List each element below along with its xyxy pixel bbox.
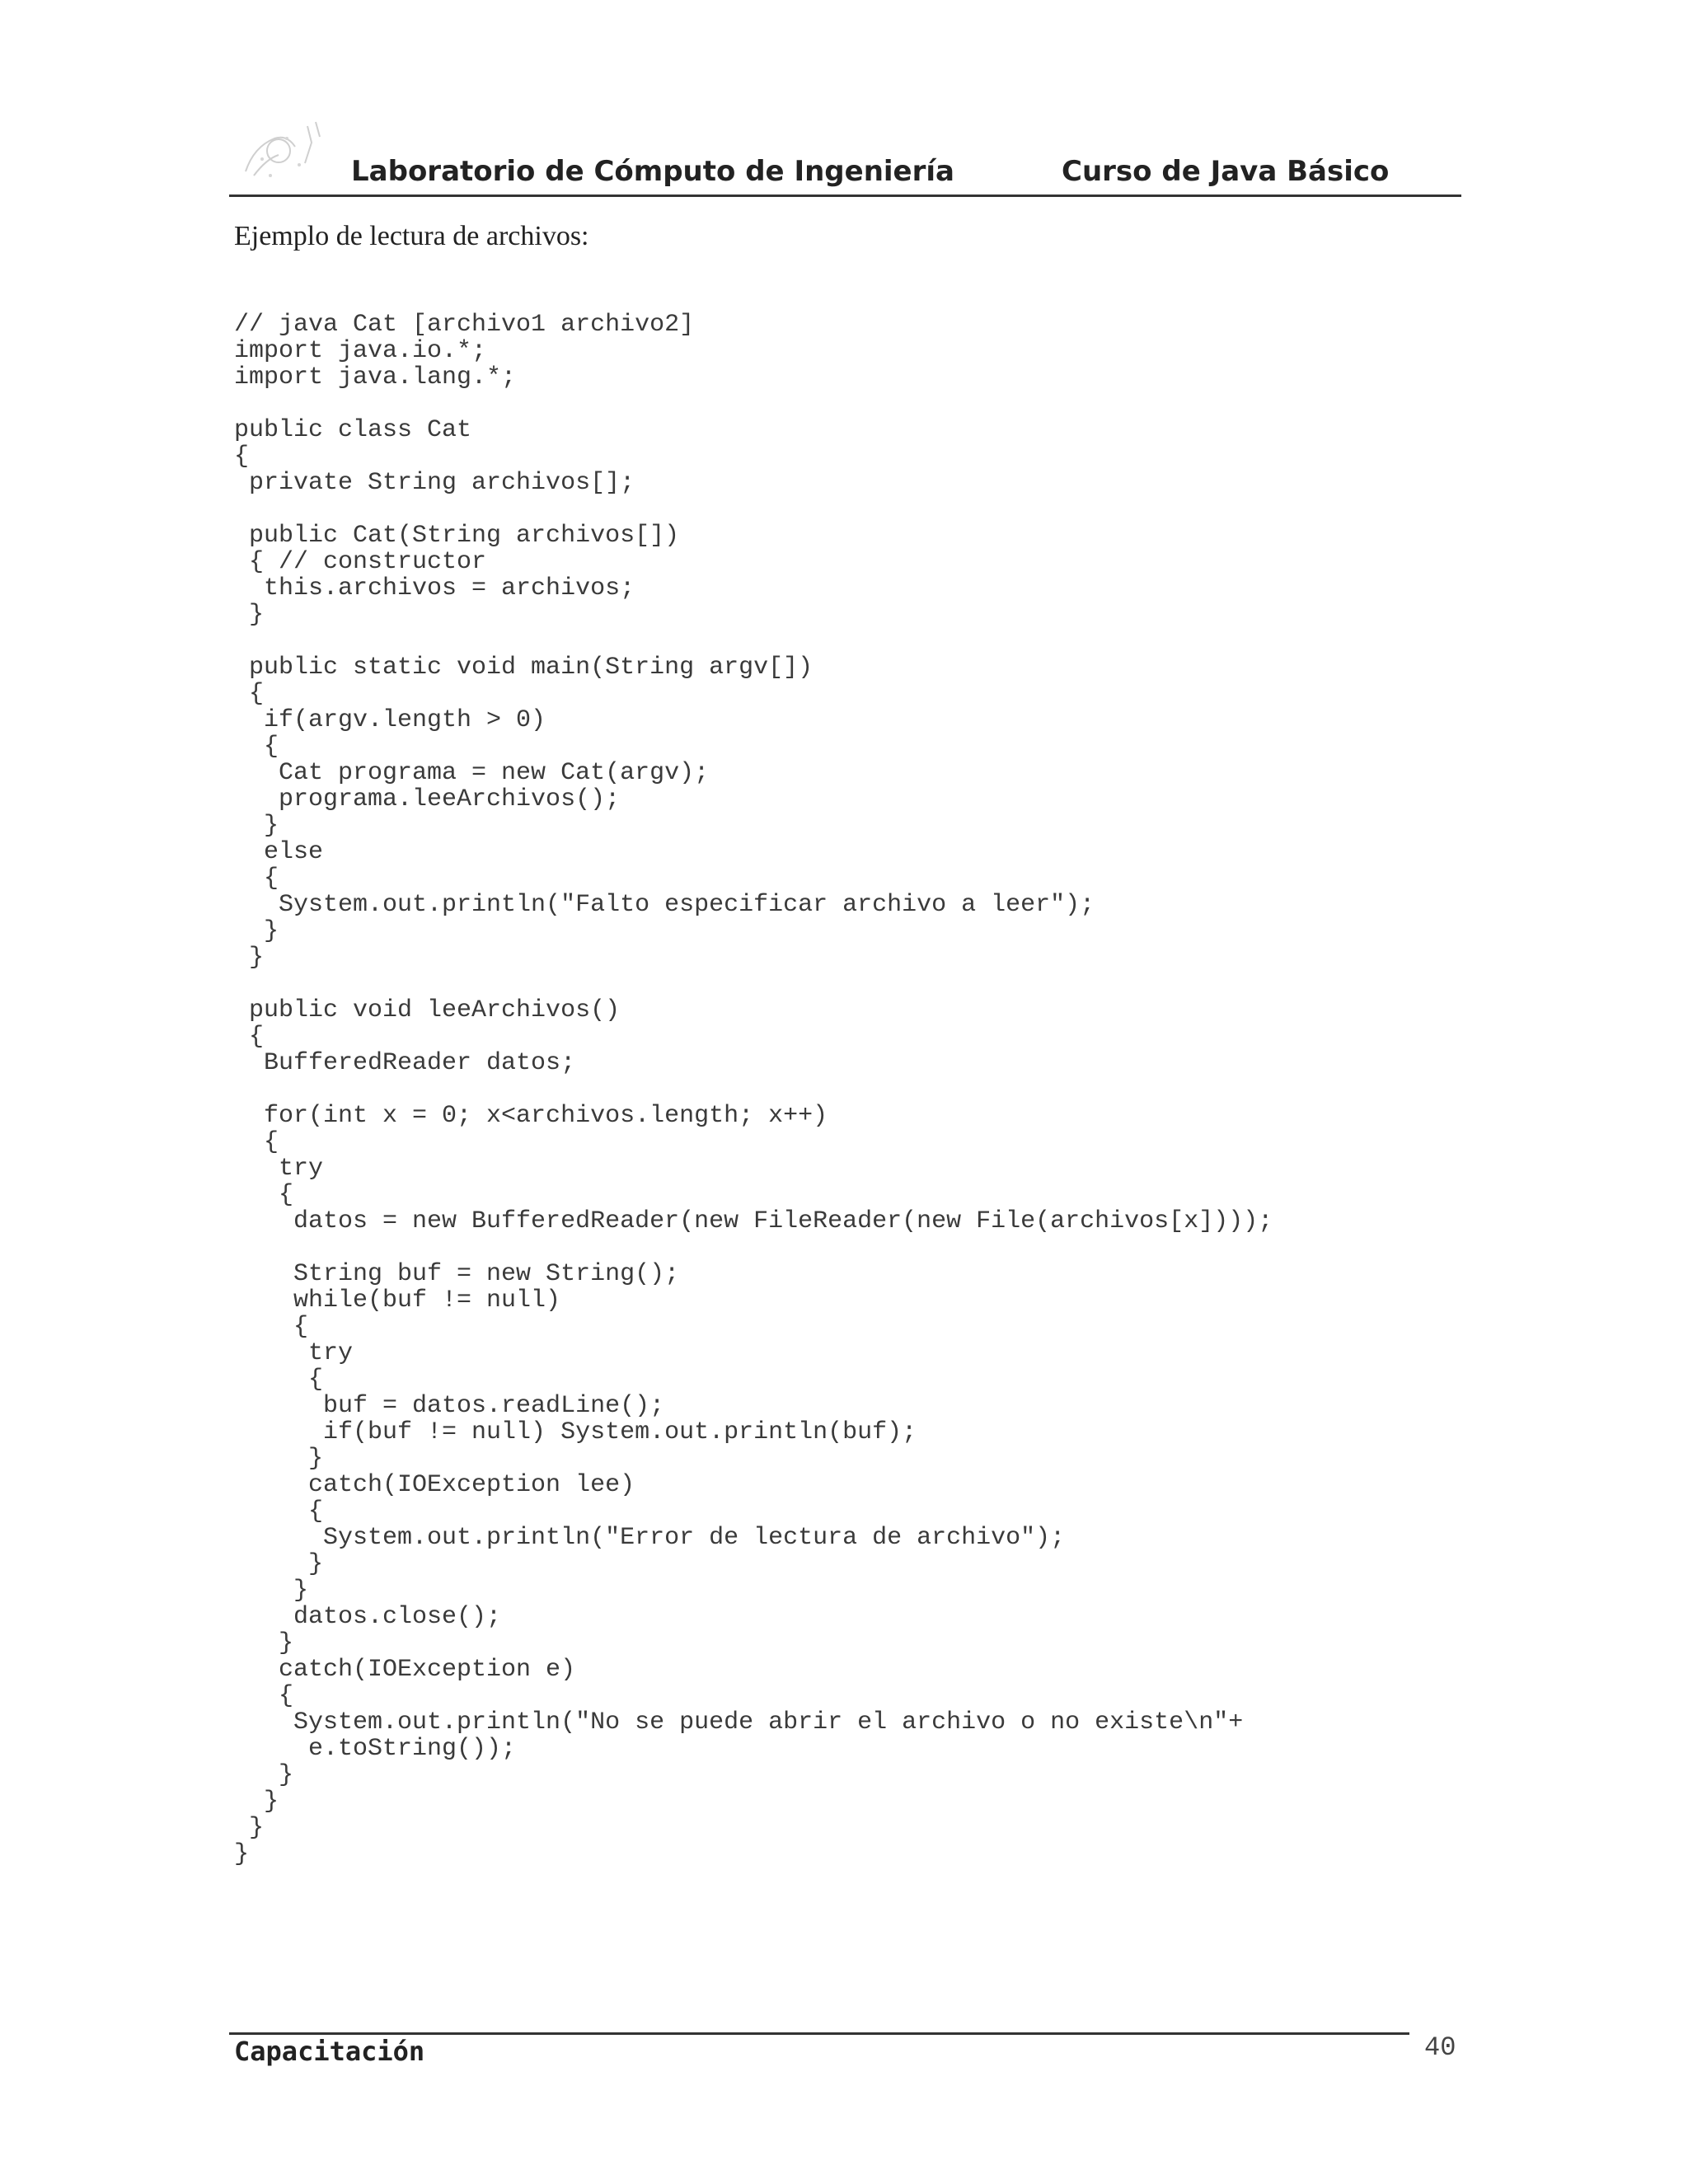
code-line: catch(IOException e) — [234, 1656, 576, 1684]
code-line: this.archivos = archivos; — [234, 574, 635, 602]
code-line: { — [234, 1497, 324, 1526]
code-line: private String archivos[]; — [234, 469, 635, 497]
code-line — [234, 971, 1470, 997]
code-line: datos = new BufferedReader(new FileReader(new File(archivos[x]))); — [234, 1207, 1273, 1235]
code-line — [234, 496, 1470, 523]
code-line: } — [234, 944, 265, 972]
code-line: else — [234, 838, 324, 866]
code-line: } — [234, 812, 279, 840]
code-line: for(int x = 0; x<archivos.length; x++) — [234, 1102, 828, 1130]
code-line: import java.io.*; — [234, 337, 487, 365]
code-line: { — [234, 1682, 294, 1710]
code-line: public Cat(String archivos[]) — [234, 522, 680, 550]
code-line: programa.leeArchivos(); — [234, 785, 621, 813]
code-line: Cat programa = new Cat(argv); — [234, 759, 710, 787]
code-line: { — [234, 1023, 265, 1051]
code-line — [234, 1235, 1470, 1261]
code-line: public static void main(String argv[]) — [234, 654, 814, 682]
code-line: e.toString()); — [234, 1735, 517, 1763]
code-line: { // constructor — [234, 548, 487, 576]
code-line: public class Cat — [234, 416, 472, 444]
code-line: System.out.println("Falto especificar archivo a leer"); — [234, 891, 1095, 919]
code-line — [234, 1076, 1470, 1103]
code-line: while(buf != null) — [234, 1286, 561, 1315]
code-line: if(buf != null) System.out.println(buf); — [234, 1418, 917, 1446]
code-line: { — [234, 1313, 309, 1341]
code-line: { — [234, 733, 279, 761]
code-line — [234, 628, 1470, 654]
code-line: } — [234, 1577, 309, 1605]
header-lab-title: Laboratorio de Cómputo de Ingeniería — [351, 155, 954, 188]
code-line: } — [234, 1761, 294, 1789]
code-line: System.out.println("Error de lectura de archivo"); — [234, 1524, 1066, 1552]
code-line: } — [234, 917, 279, 945]
code-listing — [234, 312, 1470, 1868]
code-line — [234, 391, 1470, 417]
code-line: public void leeArchivos() — [234, 996, 621, 1024]
code-line: BufferedReader datos; — [234, 1049, 576, 1077]
code-line: if(argv.length > 0) — [234, 706, 546, 734]
page-number: 40 — [1424, 2032, 1456, 2063]
code-line: } — [234, 601, 265, 629]
code-line: { — [234, 443, 250, 471]
code-line: try — [234, 1155, 324, 1183]
code-line: try — [234, 1339, 354, 1367]
code-line: } — [234, 1629, 294, 1657]
intro-text: Ejemplo de lectura de archivos: — [234, 221, 589, 251]
code-line: { — [234, 1366, 324, 1394]
code-line: { — [234, 680, 265, 708]
code-line: catch(IOException lee) — [234, 1471, 635, 1499]
code-line: datos.close(); — [234, 1603, 502, 1631]
code-line: String buf = new String(); — [234, 1260, 680, 1288]
code-line: } — [234, 1814, 265, 1842]
page-header — [229, 148, 1461, 197]
code-line: System.out.println("No se puede abrir el archivo o no existe\n"+ — [234, 1708, 1244, 1736]
code-line: // java Cat [archivo1 archivo2] — [234, 311, 695, 339]
header-course-title: Curso de Java Básico — [1062, 155, 1390, 188]
code-line: } — [234, 1840, 250, 1868]
code-line: } — [234, 1445, 324, 1473]
code-line: import java.lang.*; — [234, 363, 517, 391]
footer-label: Capacitación — [234, 2036, 425, 2067]
code-line: { — [234, 865, 279, 893]
code-line: } — [234, 1550, 324, 1578]
code-line: { — [234, 1128, 279, 1156]
footer-divider — [229, 2032, 1409, 2035]
code-line: buf = datos.readLine(); — [234, 1392, 665, 1420]
code-line: { — [234, 1181, 294, 1209]
code-line: } — [234, 1788, 279, 1816]
